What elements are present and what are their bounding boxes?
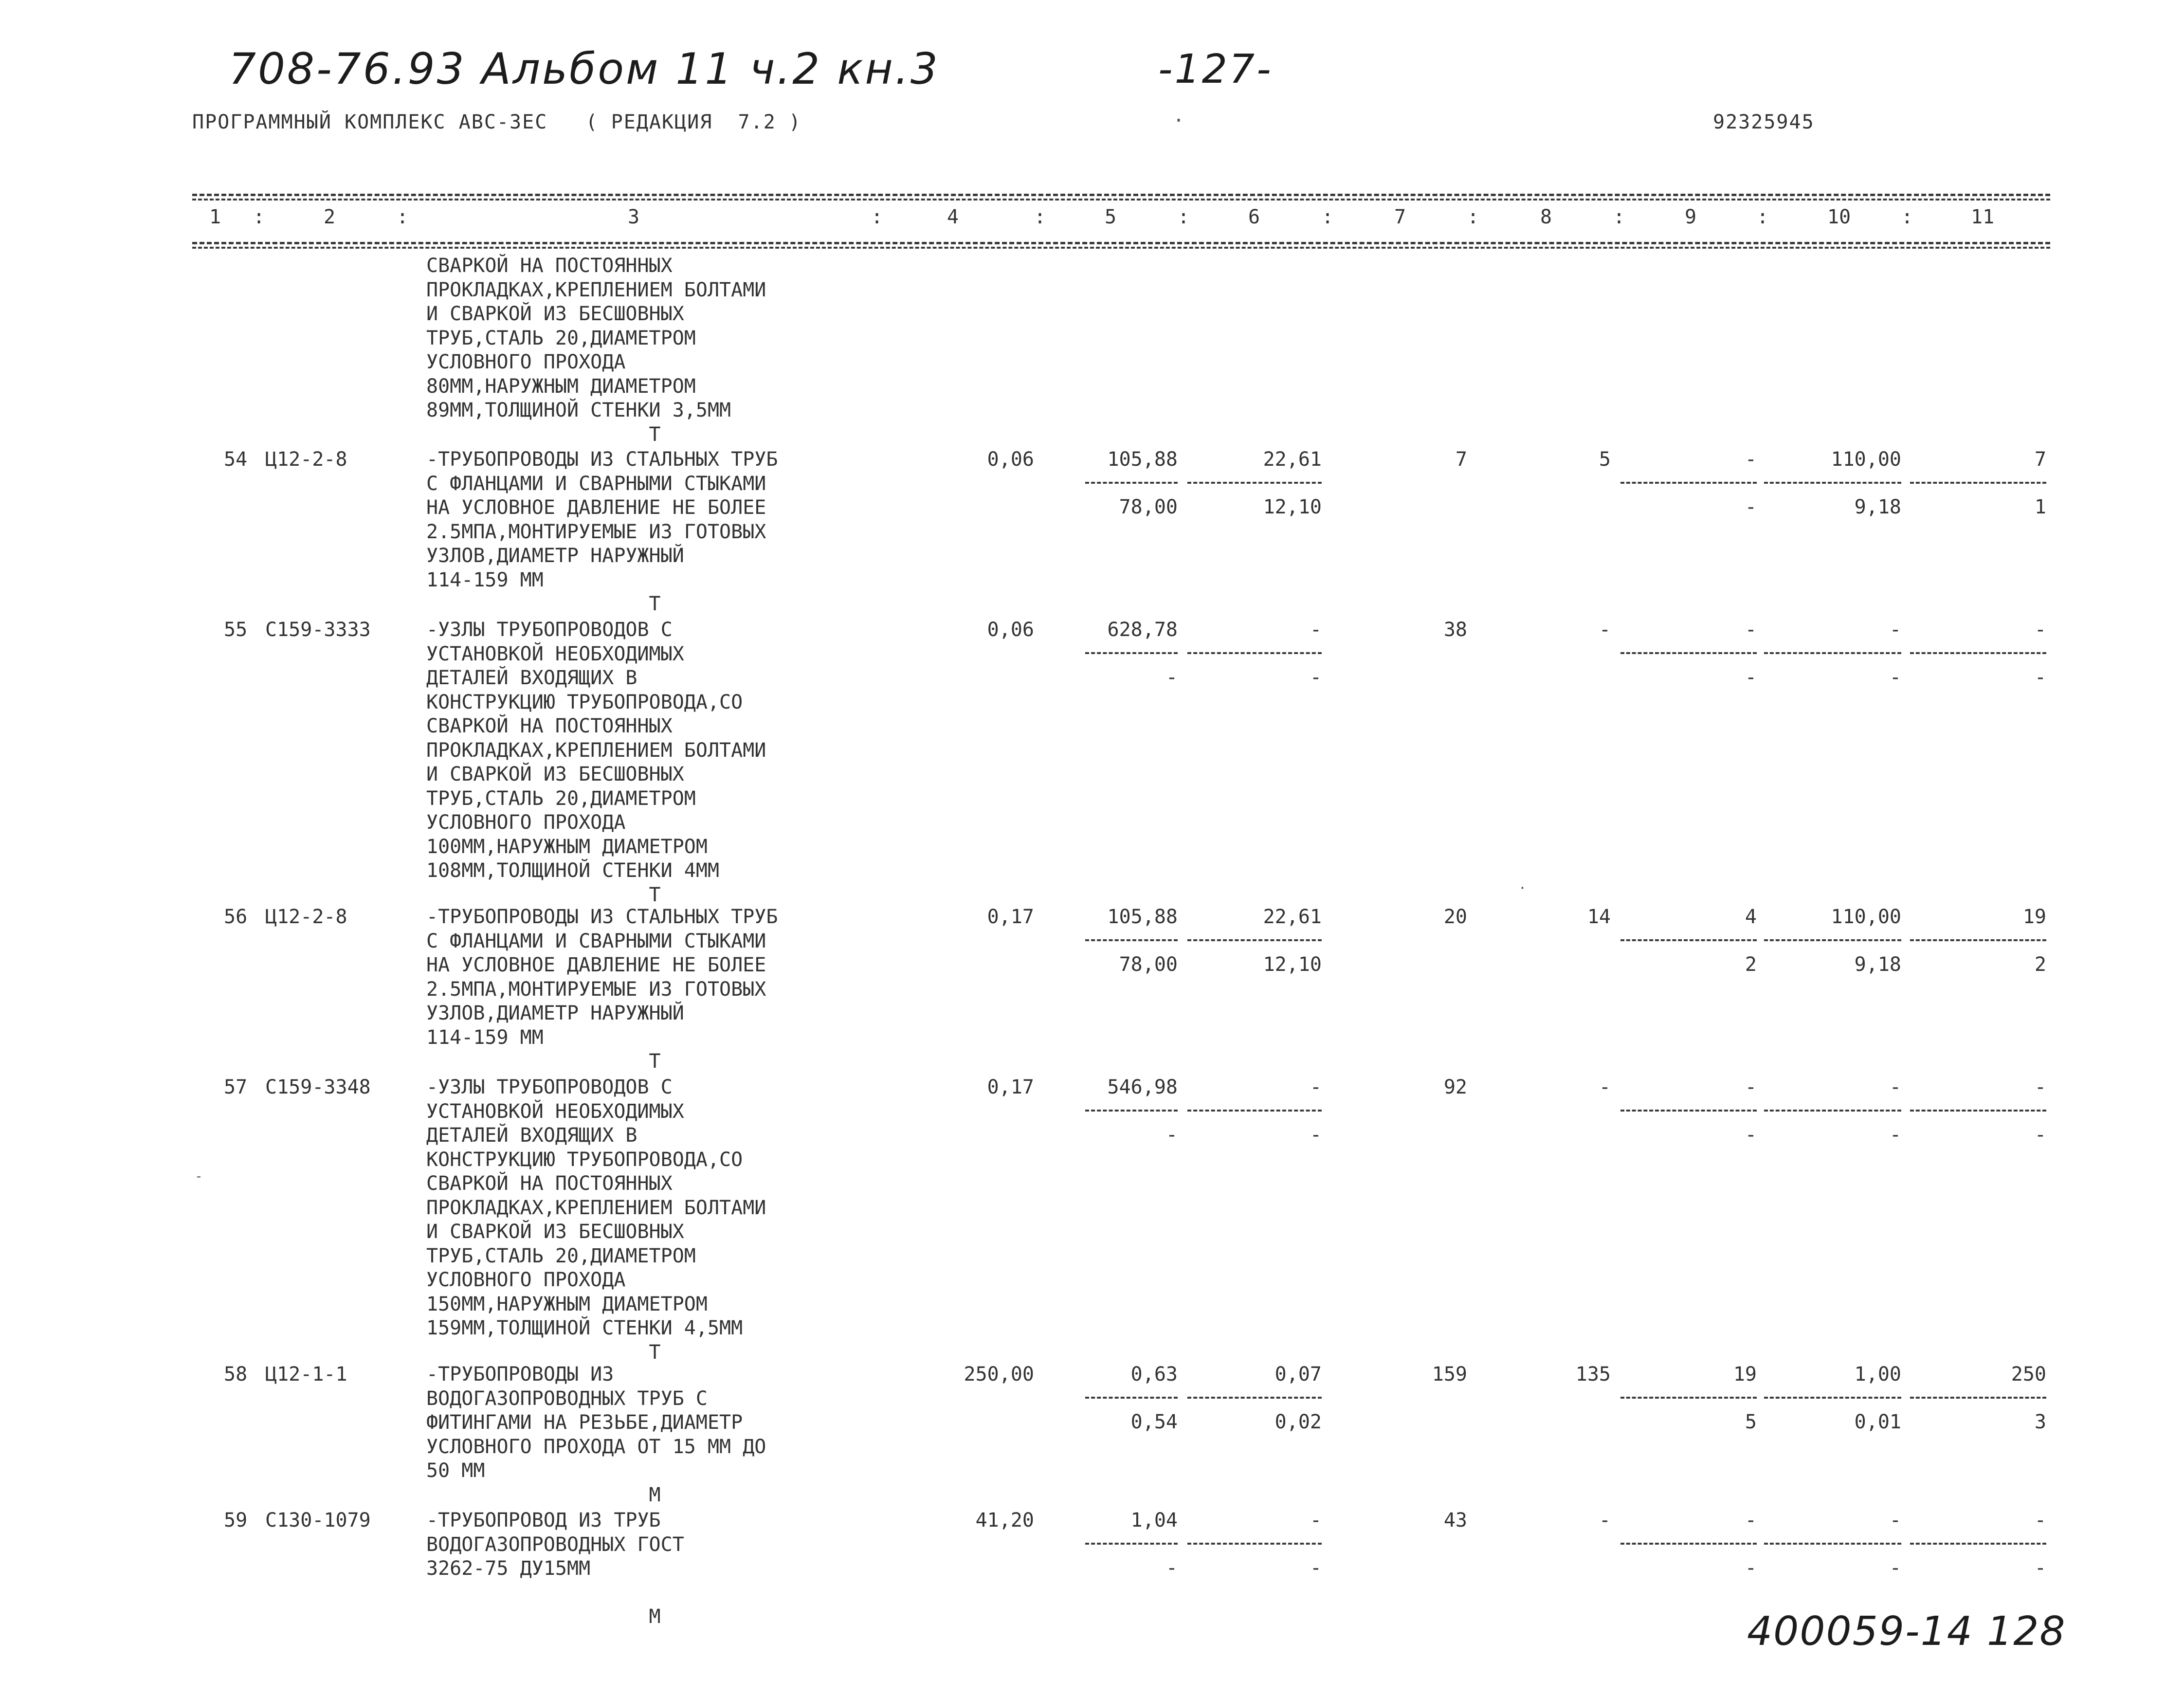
- column-header-2: 2: [324, 206, 336, 228]
- machine-total-value: -: [1745, 1076, 1757, 1098]
- column-separator: :: [1757, 206, 1769, 228]
- unit-cost-value: 105,88: [1107, 448, 1178, 471]
- machine-total-value: -: [1745, 1509, 1757, 1532]
- program-title: ПРОГРАММНЫЙ КОМПЛЕКС АВС-3ЕС ( РЕДАКЦИЯ 7.2 ): [192, 111, 801, 133]
- unit-cost-value: 628,78: [1107, 619, 1178, 641]
- column-header-11: 11: [1971, 206, 1995, 228]
- work-description: -УЗЛЫ ТРУБОПРОВОДОВ С УСТАНОВКОЙ НЕОБХОДИМЫХ ДЕТАЛЕЙ ВХОДЯЩИХ В КОНСТРУКЦИЮ ТРУБОПРОВОДА,СО СВАРКОЙ НА ПОСТОЯННЫХ ПРОКЛАДКАХ,КРЕПЛЕНИЕМ БОЛТАМИ И СВАРКОЙ ИЗ БЕСШОВНЫХ ТРУБ,СТАЛЬ 20,ДИАМЕТРОМ УСЛОВНОГО ПРОХОДА 100ММ,НАРУЖНЫМ ДИАМЕТРОМ 108ММ,ТОЛЩИНОЙ СТЕНКИ 4ММ Т: [426, 619, 766, 906]
- cell-divider-line: [1764, 482, 1901, 484]
- machine-wage-value: -: [1310, 666, 1322, 689]
- total-cost-value: 20: [1443, 906, 1467, 928]
- cell-divider-line: [1620, 652, 1757, 654]
- labor-machine-unit-value: -: [1889, 1124, 1901, 1146]
- cell-divider-line: [1085, 652, 1178, 654]
- cell-divider-line: [1187, 652, 1322, 654]
- row-number: 59: [224, 1509, 248, 1532]
- machine-wage-total-value: -: [1745, 496, 1757, 518]
- labor-total-value: -: [2034, 1076, 2046, 1098]
- handwritten-album-code: 708-76.93 Альбом 11 ч.2 кн.3: [229, 44, 940, 94]
- machine-total-value: -: [1745, 448, 1757, 471]
- work-description: -ТРУБОПРОВОД ИЗ ТРУБ ВОДОГАЗОПРОВОДНЫХ ГОСТ 3262-75 ДУ15ММ М: [426, 1509, 684, 1628]
- column-header-9: 9: [1685, 206, 1697, 228]
- labor-machine-unit-value: -: [1889, 1557, 1901, 1579]
- labor-machine-total-value: -: [2034, 1124, 2046, 1146]
- cell-divider-line: [1085, 1543, 1178, 1545]
- cell-divider-line: [1085, 1110, 1178, 1112]
- machine-cost-value: -: [1310, 619, 1322, 641]
- labor-unit-value: 110,00: [1831, 906, 1901, 928]
- rate-code: С159-3333: [265, 619, 371, 641]
- work-description: -ТРУБОПРОВОДЫ ИЗ СТАЛЬНЫХ ТРУБ С ФЛАНЦАМИ И СВАРНЫМИ СТЫКАМИ НА УСЛОВНОЕ ДАВЛЕНИЕ НЕ БОЛЕЕ 2.5МПА,МОНТИРУЕМЫЕ ИЗ ГОТОВЫХ УЗЛОВ,ДИАМЕТР НАРУЖНЫЙ 114-159 ММ Т: [426, 448, 778, 615]
- labor-total-value: -: [2034, 619, 2046, 641]
- labor-machine-unit-value: 9,18: [1854, 496, 1901, 518]
- quantity-value: 0,06: [987, 619, 1034, 641]
- quantity-value: 0,06: [987, 448, 1034, 471]
- cell-divider-line: [1085, 1397, 1178, 1399]
- header-bottom-border: [192, 242, 2050, 244]
- total-cost-value: 43: [1443, 1509, 1467, 1532]
- machine-wage-total-value: 5: [1745, 1411, 1757, 1433]
- quantity-value: 41,20: [975, 1509, 1034, 1532]
- unit-cost-wage-value: -: [1165, 1124, 1178, 1146]
- labor-unit-value: -: [1889, 1509, 1901, 1532]
- machine-total-value: 19: [1733, 1363, 1757, 1386]
- table-top-border-inner: [192, 199, 2050, 201]
- cell-divider-line: [1085, 482, 1178, 484]
- cell-divider-line: [1620, 1110, 1757, 1112]
- cell-divider-line: [1620, 482, 1757, 484]
- column-separator: :: [1613, 206, 1625, 228]
- machine-total-value: -: [1745, 619, 1757, 641]
- machine-wage-total-value: -: [1745, 666, 1757, 689]
- row-number: 58: [224, 1363, 248, 1386]
- machine-wage-total-value: -: [1745, 1557, 1757, 1579]
- rate-code: С130-1079: [265, 1509, 371, 1532]
- column-header-4: 4: [947, 206, 959, 228]
- column-separator: :: [1178, 206, 1190, 228]
- table-top-border: [192, 194, 2050, 196]
- unit-cost-wage-value: 78,00: [1119, 953, 1178, 976]
- stray-dot: ·: [1518, 880, 1527, 896]
- cell-divider-line: [1620, 1543, 1757, 1545]
- cell-divider-line: [1187, 482, 1322, 484]
- labor-machine-total-value: -: [2034, 666, 2046, 689]
- total-cost-value: 92: [1443, 1076, 1467, 1098]
- column-separator: :: [397, 206, 409, 228]
- machine-cost-value: -: [1310, 1509, 1322, 1532]
- labor-machine-unit-value: 0,01: [1854, 1411, 1901, 1433]
- labor-unit-value: 1,00: [1854, 1363, 1901, 1386]
- header-bottom-border-inner: [192, 247, 2050, 249]
- total-cost-value: 38: [1443, 619, 1467, 641]
- cell-divider-line: [1187, 939, 1322, 941]
- machine-wage-value: 12,10: [1263, 496, 1322, 518]
- machine-wage-value: -: [1310, 1557, 1322, 1579]
- wage-total-value: -: [1599, 1076, 1611, 1098]
- labor-total-value: -: [2034, 1509, 2046, 1532]
- row-number: 56: [224, 906, 248, 928]
- unit-cost-value: 105,88: [1107, 906, 1178, 928]
- wage-total-value: 135: [1575, 1363, 1611, 1386]
- column-header-7: 7: [1394, 206, 1406, 228]
- unit-cost-wage-value: 0,54: [1130, 1411, 1178, 1433]
- cell-divider-line: [1764, 1397, 1901, 1399]
- machine-cost-value: 0,07: [1274, 1363, 1322, 1386]
- quantity-value: 0,17: [987, 906, 1034, 928]
- labor-unit-value: 110,00: [1831, 448, 1901, 471]
- labor-machine-unit-value: 9,18: [1854, 953, 1901, 976]
- column-header-8: 8: [1540, 206, 1552, 228]
- column-header-6: 6: [1248, 206, 1260, 228]
- labor-machine-total-value: 2: [2034, 953, 2046, 976]
- column-header-1: 1: [209, 206, 221, 228]
- cell-divider-line: [1764, 939, 1901, 941]
- cell-divider-line: [1764, 1543, 1901, 1545]
- labor-total-value: 7: [2034, 448, 2046, 471]
- labor-total-value: 19: [2022, 906, 2046, 928]
- work-description: -УЗЛЫ ТРУБОПРОВОДОВ С УСТАНОВКОЙ НЕОБХОДИМЫХ ДЕТАЛЕЙ ВХОДЯЩИХ В КОНСТРУКЦИЮ ТРУБОПРОВОДА,СО СВАРКОЙ НА ПОСТОЯННЫХ ПРОКЛАДКАХ,КРЕПЛЕНИЕМ БОЛТАМИ И СВАРКОЙ ИЗ БЕСШОВНЫХ ТРУБ,СТАЛЬ 20,ДИАМЕТРОМ УСЛОВНОГО ПРОХОДА 150ММ,НАРУЖНЫМ ДИАМЕТРОМ 159ММ,ТОЛЩИНОЙ СТЕНКИ 4,5ММ Т: [426, 1076, 766, 1364]
- rate-code: С159-3348: [265, 1076, 371, 1098]
- cell-divider-line: [1910, 939, 2046, 941]
- quantity-value: 250,00: [964, 1363, 1034, 1386]
- cell-divider-line: [1187, 1397, 1322, 1399]
- unit-cost-wage-value: -: [1165, 1557, 1178, 1579]
- wage-total-value: 5: [1599, 448, 1611, 471]
- labor-machine-total-value: 1: [2034, 496, 2046, 518]
- unit-cost-value: 546,98: [1107, 1076, 1178, 1098]
- unit-cost-value: 0,63: [1130, 1363, 1178, 1386]
- total-cost-value: 7: [1455, 448, 1467, 471]
- rate-code: Ц12-1-1: [265, 1363, 347, 1386]
- machine-wage-value: -: [1310, 1124, 1322, 1146]
- page-number: -127-: [1158, 46, 1273, 92]
- machine-total-value: 4: [1745, 906, 1757, 928]
- cell-divider-line: [1764, 1110, 1901, 1112]
- machine-cost-value: 22,61: [1263, 906, 1322, 928]
- unit-cost-value: 1,04: [1130, 1509, 1178, 1532]
- stray-dot: -: [195, 1168, 203, 1184]
- column-separator: :: [1034, 206, 1046, 228]
- rate-code: Ц12-2-8: [265, 906, 347, 928]
- document-number: 92325945: [1713, 111, 1815, 133]
- wage-total-value: 14: [1587, 906, 1611, 928]
- row-number: 57: [224, 1076, 248, 1098]
- machine-cost-value: -: [1310, 1076, 1322, 1098]
- handwritten-sheet-number: 400059-14 128: [1747, 1608, 2066, 1655]
- cell-divider-line: [1910, 652, 2046, 654]
- machine-wage-value: 12,10: [1263, 953, 1322, 976]
- cell-divider-line: [1620, 939, 1757, 941]
- unit-cost-wage-value: 78,00: [1119, 496, 1178, 518]
- column-separator: :: [871, 206, 883, 228]
- labor-machine-total-value: 3: [2034, 1411, 2046, 1433]
- labor-total-value: 250: [2011, 1363, 2046, 1386]
- cell-divider-line: [1910, 1110, 2046, 1112]
- column-separator: :: [1467, 206, 1479, 228]
- machine-wage-total-value: -: [1745, 1124, 1757, 1146]
- column-header-3: 3: [628, 206, 640, 228]
- row-number: 54: [224, 448, 248, 471]
- cell-divider-line: [1910, 1397, 2046, 1399]
- total-cost-value: 159: [1432, 1363, 1467, 1386]
- unit-cost-wage-value: -: [1165, 666, 1178, 689]
- cell-divider-line: [1187, 1110, 1322, 1112]
- quantity-value: 0,17: [987, 1076, 1034, 1098]
- cell-divider-line: [1764, 652, 1901, 654]
- work-description: -ТРУБОПРОВОДЫ ИЗ ВОДОГАЗОПРОВОДНЫХ ТРУБ С ФИТИНГАМИ НА РЕЗЬБЕ,ДИАМЕТР УСЛОВНОГО ПРОХОДА ОТ 15 ММ ДО 50 ММ М: [426, 1363, 766, 1506]
- labor-unit-value: -: [1889, 619, 1901, 641]
- work-description: -ТРУБОПРОВОДЫ ИЗ СТАЛЬНЫХ ТРУБ С ФЛАНЦАМИ И СВАРНЫМИ СТЫКАМИ НА УСЛОВНОЕ ДАВЛЕНИЕ НЕ БОЛЕЕ 2.5МПА,МОНТИРУЕМЫЕ ИЗ ГОТОВЫХ УЗЛОВ,ДИАМЕТР НАРУЖНЫЙ 114-159 ММ Т: [426, 906, 778, 1073]
- labor-machine-total-value: -: [2034, 1557, 2046, 1579]
- machine-wage-total-value: 2: [1745, 953, 1757, 976]
- continuation-text: СВАРКОЙ НА ПОСТОЯННЫХ ПРОКЛАДКАХ,КРЕПЛЕНИЕМ БОЛТАМИ И СВАРКОЙ ИЗ БЕСШОВНЫХ ТРУБ,СТАЛЬ 20,ДИАМЕТРОМ УСЛОВНОГО ПРОХОДА 80ММ,НАРУЖНЫМ ДИАМЕТРОМ 89ММ,ТОЛЩИНОЙ СТЕНКИ 3,5ММ Т: [426, 255, 766, 446]
- wage-total-value: -: [1599, 619, 1611, 641]
- cell-divider-line: [1910, 1543, 2046, 1545]
- cell-divider-line: [1085, 939, 1178, 941]
- stray-mark: ·: [1173, 109, 1185, 132]
- cell-divider-line: [1187, 1543, 1322, 1545]
- rate-code: Ц12-2-8: [265, 448, 347, 471]
- cell-divider-line: [1910, 482, 2046, 484]
- labor-machine-unit-value: -: [1889, 666, 1901, 689]
- cell-divider-line: [1620, 1397, 1757, 1399]
- wage-total-value: -: [1599, 1509, 1611, 1532]
- column-separator: :: [253, 206, 265, 228]
- machine-wage-value: 0,02: [1274, 1411, 1322, 1433]
- machine-cost-value: 22,61: [1263, 448, 1322, 471]
- column-separator: :: [1322, 206, 1334, 228]
- column-header-5: 5: [1105, 206, 1117, 228]
- column-header-10: 10: [1827, 206, 1851, 228]
- labor-unit-value: -: [1889, 1076, 1901, 1098]
- column-separator: :: [1901, 206, 1913, 228]
- row-number: 55: [224, 619, 248, 641]
